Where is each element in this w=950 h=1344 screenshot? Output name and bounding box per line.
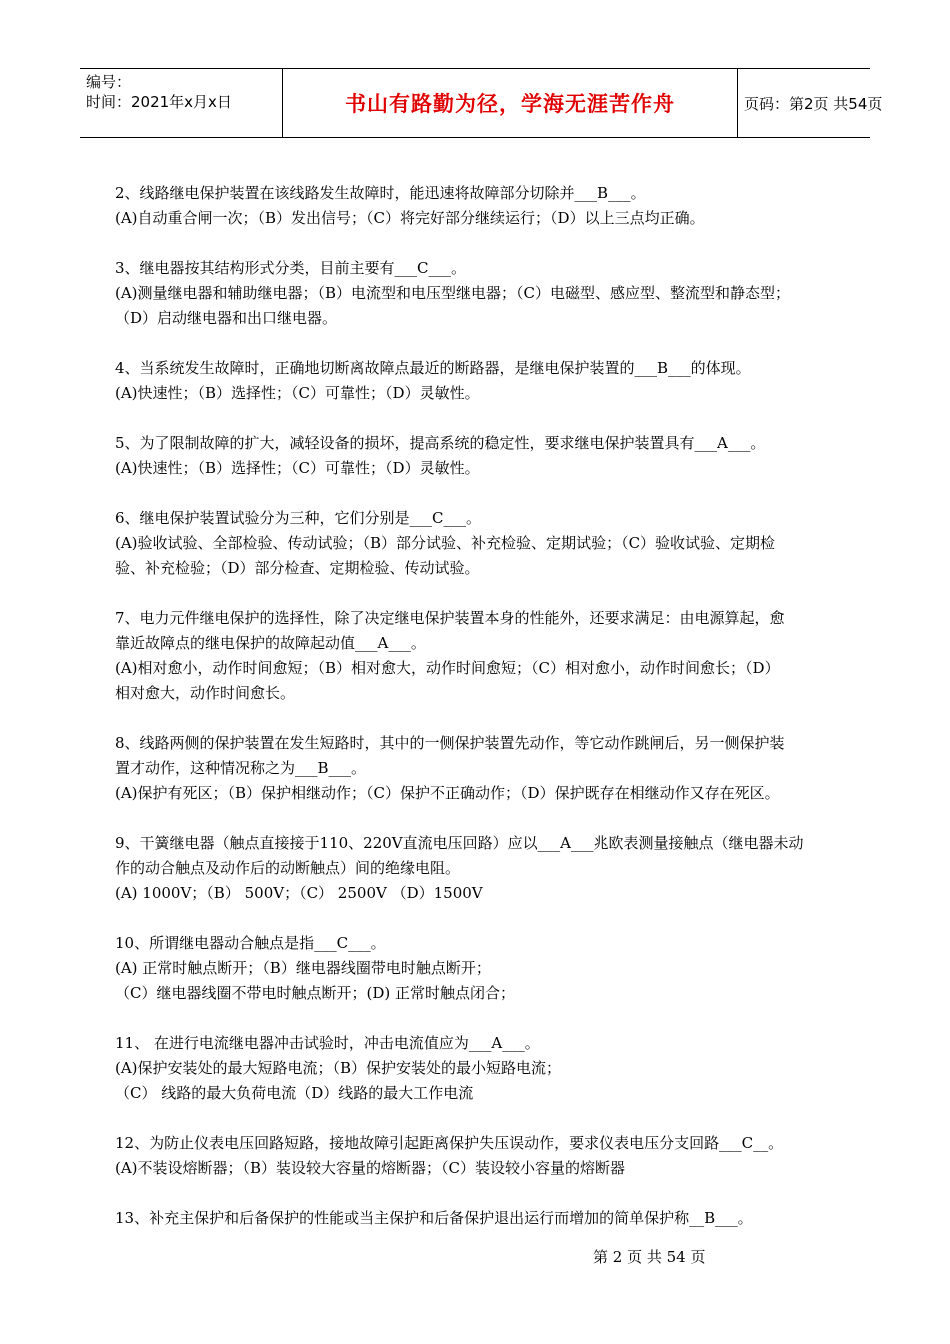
question-stem: 10、所谓继电器动合触点是指___C___。 xyxy=(115,934,386,952)
question-item xyxy=(115,606,842,706)
page-footer: 第 2 页 共 54 页 xyxy=(593,1248,706,1266)
page-header xyxy=(80,68,883,138)
question-line: (A) 1000V；（B） 500V；（C） 2500V （D）1500V xyxy=(115,884,483,902)
document-number-label: 编号： xyxy=(86,73,132,91)
question-line: (A)快速性；（B）选择性；（C）可靠性；（D）灵敏性。 xyxy=(115,459,480,477)
question-stem: 4、当系统发生故障时，正确地切断离故障点最近的断路器，是继电保护装置的___B___的体现。 xyxy=(115,359,751,377)
question-line: (A)自动重合闸一次；（B）发出信号；（C）将完好部分继续运行；（D）以上三点均正确。 xyxy=(115,209,705,227)
question-line: (A) 正常时触点断开；（B）继电器线圈带电时触点断开； xyxy=(115,959,491,977)
question-line: （D）启动继电器和出口继电器。 xyxy=(115,309,338,327)
question-stem: 2、线路继电保护装置在该线路发生故障时，能迅速将故障部分切除并___B___。 xyxy=(115,184,646,202)
header-meta xyxy=(80,69,282,137)
question-line: (A)保护有死区；（B）保护相继动作；（C）保护不正确动作；（D）保护既存在相继动作又存在死区。 xyxy=(115,784,780,802)
question-line: 相对愈大，动作时间愈长。 xyxy=(115,684,296,702)
question-stem: 9、干簧继电器（触点直接接于110、220V直流电压回路）应以___A___兆欧表测量接触点（继电器未动 xyxy=(115,834,804,852)
question-line: 置才动作，这种情况称之为___B___。 xyxy=(115,759,367,777)
question-line: 验、补充检验；（D）部分检查、定期检验、传动试验。 xyxy=(115,559,480,577)
question-line: 作的动合触点及动作后的动断触点）间的绝缘电阻。 xyxy=(115,859,461,877)
question-line: （C）继电器线圈不带电时触点断开；(D) 正常时触点闭合； xyxy=(115,984,515,1002)
question-stem: 7、电力元件继电保护的选择性，除了决定继电保护装置本身的性能外，还要求满足：由电源算起，愈 xyxy=(115,609,785,627)
question-stem: 12、为防止仪表电压回路短路，接地故障引起距离保护失压误动作，要求仪表电压分支回路___C__。 xyxy=(115,1134,784,1152)
question-list xyxy=(115,181,842,1256)
question-stem: 8、线路两侧的保护装置在发生短路时，其中的一侧保护装置先动作，等它动作跳闸后，另一侧保护装 xyxy=(115,734,785,752)
document-date: 时间：2021年x月x日 xyxy=(86,93,232,111)
question-item xyxy=(115,256,842,331)
question-item xyxy=(115,431,842,481)
header-page-info: 页码：第2页 共54页 xyxy=(744,94,883,113)
question-line: (A)相对愈小，动作时间愈短；（B）相对愈大，动作时间愈短；（C）相对愈小，动作时间愈长；（D） xyxy=(115,659,780,677)
question-item xyxy=(115,831,842,906)
question-stem: 3、继电器按其结构形式分类，目前主要有___C___。 xyxy=(115,259,467,277)
question-item xyxy=(115,731,842,806)
question-item xyxy=(115,931,842,1006)
question-item xyxy=(115,1031,842,1106)
question-stem: 11、 在进行电流继电器冲击试验时，冲击电流值应为___A___。 xyxy=(115,1034,540,1052)
question-item xyxy=(115,181,842,231)
question-line: (A)验收试验、全部检验、传动试验；（B）部分试验、补充检验、定期试验；（C）验收试验、定期检 xyxy=(115,534,776,552)
question-item xyxy=(115,356,842,406)
question-stem: 5、为了限制故障的扩大，减轻设备的损坏，提高系统的稳定性，要求继电保护装置具有___A___。 xyxy=(115,434,766,452)
question-line: (A)测量继电器和辅助继电器；（B）电流型和电压型继电器；（C）电磁型、感应型、整流型和静态型； xyxy=(115,284,791,302)
question-line: (A)保护安装处的最大短路电流；（B）保护安装处的最小短路电流； xyxy=(115,1059,562,1077)
question-line: (A)快速性；（B）选择性；（C）可靠性；（D）灵敏性。 xyxy=(115,384,480,402)
question-line: (A)不装设熔断器；（B）装设较大容量的熔断器；（C）装设较小容量的熔断器 xyxy=(115,1159,626,1177)
question-line: 靠近故障点的继电保护的故障起动值___A___。 xyxy=(115,634,426,652)
header-motto-cell xyxy=(282,69,738,137)
question-stem: 6、继电保护装置试验分为三种，它们分别是___C___。 xyxy=(115,509,482,527)
question-item xyxy=(115,1131,842,1181)
question-line: （C） 线路的最大负荷电流（D）线路的最大工作电流 xyxy=(115,1084,474,1102)
question-stem: 13、补充主保护和后备保护的性能或当主保护和后备保护退出运行而增加的简单保护称__B___。 xyxy=(115,1209,753,1227)
question-item xyxy=(115,506,842,581)
header-motto: 书山有路勤为径，学海无涯苦作舟 xyxy=(345,92,675,116)
question-item xyxy=(115,1206,842,1231)
